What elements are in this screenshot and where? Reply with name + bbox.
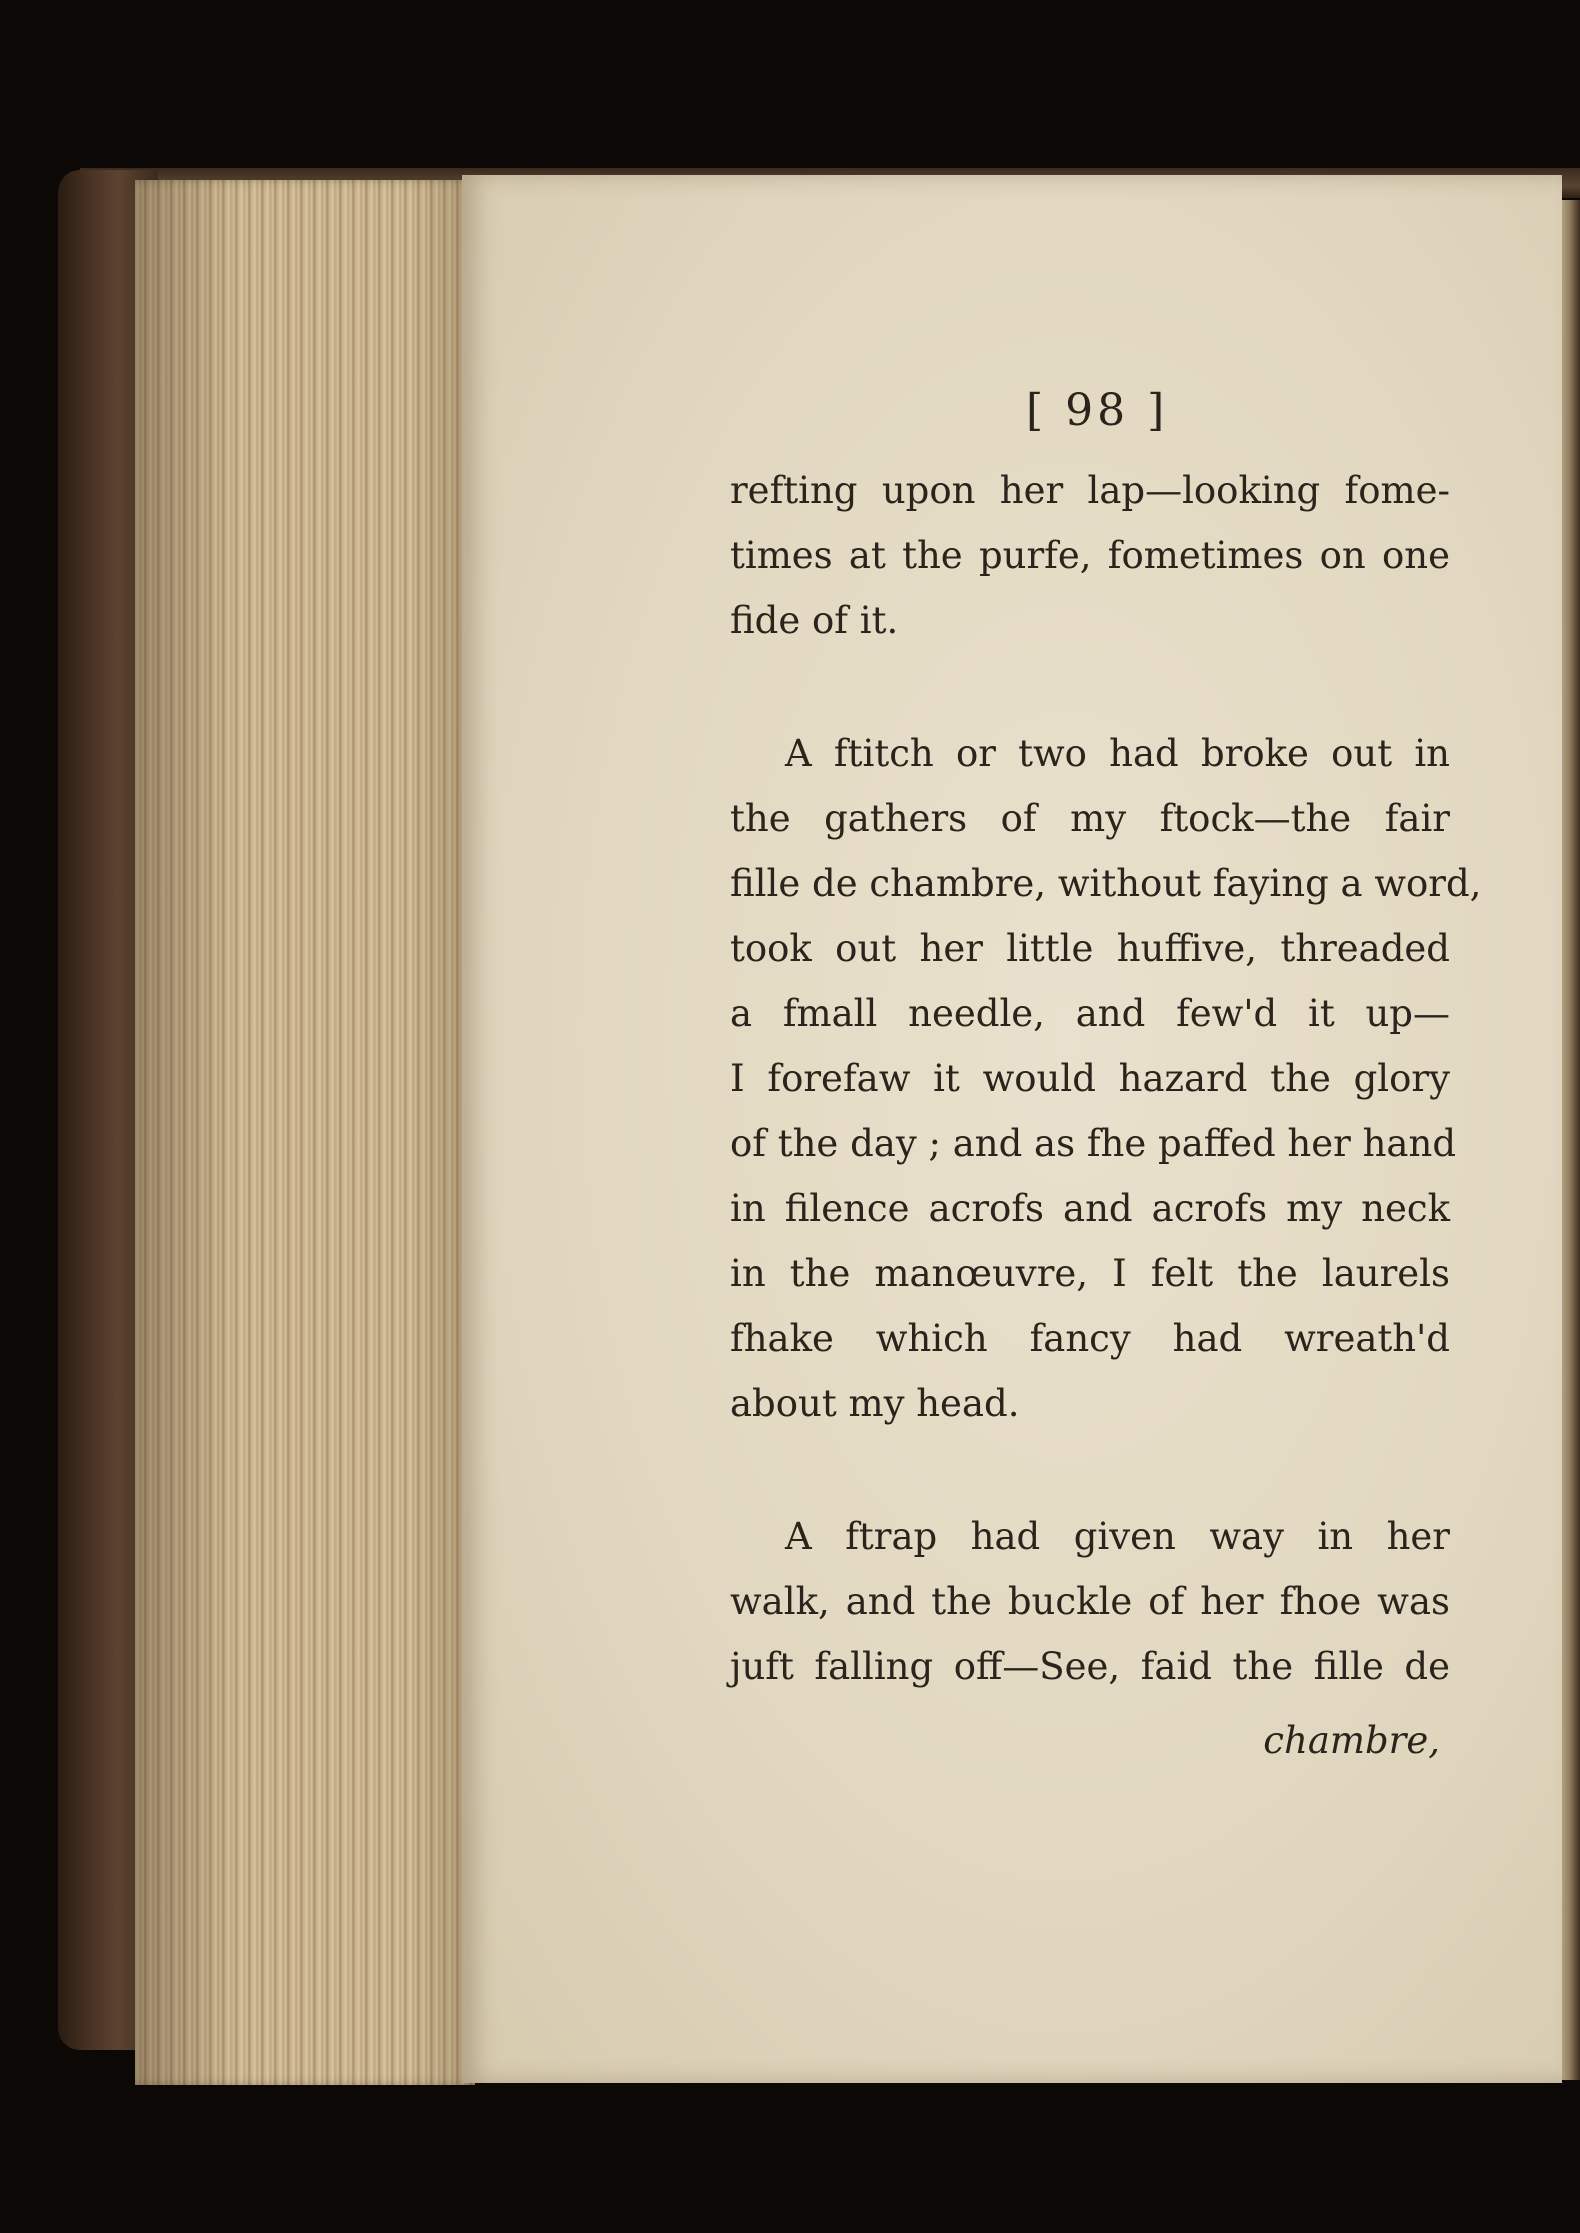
text-line: in filence acrofs and acrofs my neck [730,1187,1450,1230]
text-line: the gathers of my ftock—the fair [730,797,1450,840]
text-line: juft falling off—See, faid the fille de [730,1645,1450,1688]
text-line: I forefaw it would hazard the glory [730,1057,1450,1100]
text-line: fide of it. [730,599,899,642]
text-line: A ftitch or two had broke out in [785,732,1450,775]
text-line: a fmall needle, and few'd it up— [730,992,1450,1035]
text-line: refting upon her lap—looking fome- [730,469,1450,512]
text-line: in the manœuvre, I felt the laurels [730,1252,1450,1295]
text-line: of the day ; and as fhe paffed her hand [730,1122,1456,1165]
text-line: fille de chambre, without faying a word, [730,862,1482,905]
page-number: [ 98 ] [1026,385,1169,436]
text-line: took out her little huffive, threaded [730,927,1450,970]
text-line: A ftrap had given way in her [785,1515,1450,1558]
text-line: times at the purfe, fometimes on one [730,534,1450,577]
page-edges-shadow [135,180,475,2085]
text-line: about my head. [730,1382,1020,1425]
text-line: walk, and the buckle of her fhoe was [730,1580,1450,1623]
catchword: chambre, [1263,1719,1440,1762]
text-line: fhake which fancy had wreath'd [730,1317,1450,1360]
